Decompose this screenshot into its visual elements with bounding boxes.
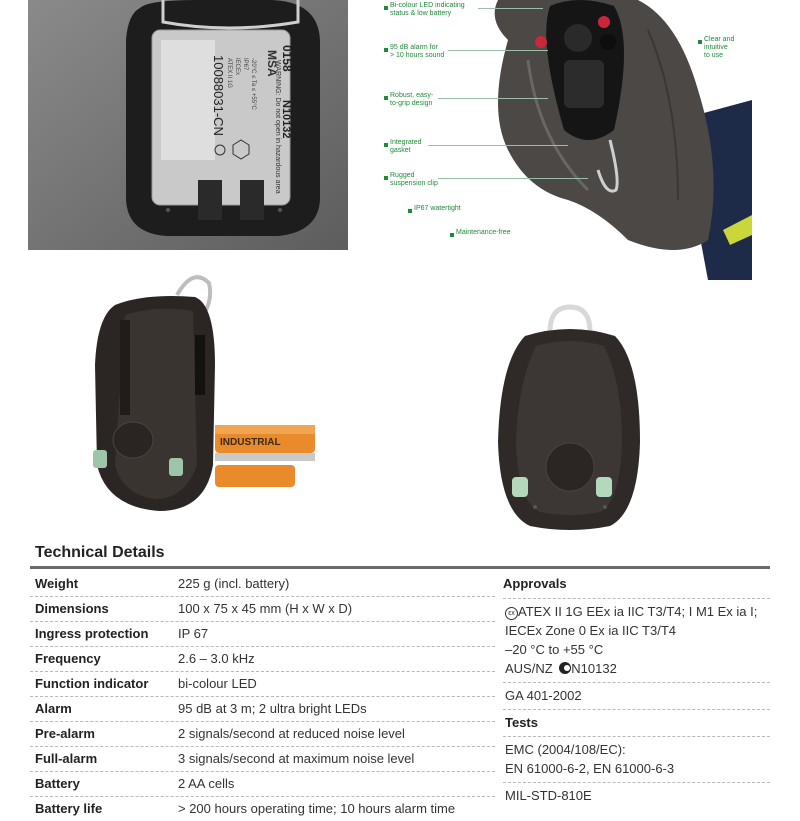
spec-row-frequency: [30, 647, 495, 672]
callout-clip-text: Rugged suspension clip: [390, 172, 438, 187]
battery-label: INDUSTRIAL: [220, 437, 281, 448]
spec-value: 225 g (incl. battery): [178, 576, 290, 591]
callout-line: [438, 98, 548, 99]
spec-value: 100 x 75 x 45 mm (H x W x D): [178, 601, 353, 616]
ex-mark-icon: εx: [505, 607, 518, 620]
spec-label: Pre-alarm: [35, 726, 95, 741]
spec-label: Ingress protection: [35, 626, 149, 641]
callout-line: [428, 145, 568, 146]
spec-table: [30, 572, 495, 821]
spec-value: > 200 hours operating time; 10 hours alarm time: [178, 801, 456, 816]
divider: [503, 678, 770, 683]
callout-line: [438, 178, 588, 179]
device-back-photo: [490, 302, 650, 532]
c-tick-mark-icon: [559, 662, 571, 674]
callout-gasket-text: Integrated gasket: [390, 139, 422, 154]
spec-value: IP 67: [178, 626, 209, 641]
spec-label: Function indicator: [35, 676, 149, 691]
spec-row-battery-life: [30, 797, 495, 821]
gloved-hand-illustration: [378, 0, 752, 280]
label-part-number: 10088031-CN: [211, 55, 226, 136]
test-line: MIL-STD-810E: [505, 788, 592, 803]
approval-line: AUS/NZ N10132: [505, 661, 617, 676]
divider: [503, 732, 770, 737]
label-line-3: IP67: [242, 58, 248, 71]
callout-alarm-text: 95 dB alarm for > 10 hours sound: [390, 44, 445, 59]
spec-row-pre-alarm: [30, 722, 495, 747]
callout-dot: [698, 40, 702, 44]
test-line: EMC (2004/108/EC):: [505, 742, 626, 757]
callout-led-text: Bi-colour LED indicating status & low battery: [390, 2, 465, 17]
spec-value: 3 signals/second at maximum noise level: [178, 751, 415, 766]
spec-label: Frequency: [35, 651, 101, 666]
spec-value: 95 dB at 3 m; 2 ultra bright LEDs: [178, 701, 367, 716]
callout-dot: [408, 209, 412, 213]
device-with-battery-photo: [85, 275, 325, 520]
approvals-heading: Approvals: [503, 572, 770, 599]
callout-dot: [384, 143, 388, 147]
label-brand: MSA: [265, 50, 279, 77]
spec-label: Weight: [35, 576, 79, 591]
spec-row-alarm: [30, 697, 495, 722]
spec-value: 2 signals/second at reduced noise level: [178, 726, 405, 741]
callout-design-text: Robust, easy- to-grip design: [390, 92, 434, 107]
label-line-2: IECEx: [234, 58, 240, 76]
label-ce-mark: 0158: [280, 45, 294, 72]
aa-battery: [215, 425, 315, 487]
callout-maintenance-text: Maintenance-free: [456, 229, 511, 236]
callout-dot: [384, 176, 388, 180]
callout-line: [448, 50, 548, 51]
hand-with-callouts-photo: [378, 0, 752, 280]
approval-line: εx ATEX II 1G EEx ia IIC T3/T4; I M1 Ex ia I;: [503, 602, 770, 621]
spec-label: Dimensions: [35, 601, 109, 616]
spec-label: Alarm: [35, 701, 72, 716]
spec-row-weight: [30, 572, 495, 597]
label-cert: N10132: [280, 100, 292, 139]
spec-label: Battery life: [35, 801, 103, 816]
callout-dot: [384, 6, 388, 10]
spec-label: Battery: [35, 776, 80, 791]
spec-row-full-alarm: [30, 747, 495, 772]
technical-details-title: Technical Details: [35, 544, 165, 561]
callout-dot: [384, 96, 388, 100]
callout-line: [478, 8, 543, 9]
spec-row-battery: [30, 772, 495, 797]
spec-row-function-indicator: [30, 672, 495, 697]
callout-dot: [384, 48, 388, 52]
label-warning: WARNING: Do not open in hazardous area: [274, 60, 281, 194]
approval-line: GA 401-2002: [505, 688, 582, 703]
label-line-4: -20°C ≤ Ta ≤ +55°C: [250, 58, 256, 110]
title-rule: [30, 566, 770, 569]
spec-value: 2 AA cells: [178, 776, 235, 791]
divider: [503, 778, 770, 783]
callout-dot: [450, 233, 454, 237]
divider: [503, 705, 770, 710]
spec-value: 2.6 – 3.0 kHz: [178, 651, 255, 666]
spec-value: bi-colour LED: [178, 676, 257, 691]
spec-row-dimensions: [30, 597, 495, 622]
approvals-panel: [503, 572, 770, 805]
callout-intuitive-text: Clear and intuitive to use: [704, 36, 735, 59]
test-line: EN 61000-6-2, EN 61000-6-3: [505, 761, 675, 776]
approval-line: IECEx Zone 0 Ex ia IIC T3/T4: [505, 623, 676, 638]
spec-row-ingress: [30, 622, 495, 647]
label-plate-photo: [28, 0, 348, 250]
approval-line: –20 °C to +55 °C: [505, 642, 604, 657]
label-plate-illustration: [28, 0, 348, 250]
callout-ip67-text: IP67 watertight: [414, 205, 461, 212]
tests-heading: Tests: [505, 715, 538, 730]
label-line-1: ATEX II 1G: [226, 58, 232, 88]
spec-label: Full-alarm: [35, 751, 98, 766]
